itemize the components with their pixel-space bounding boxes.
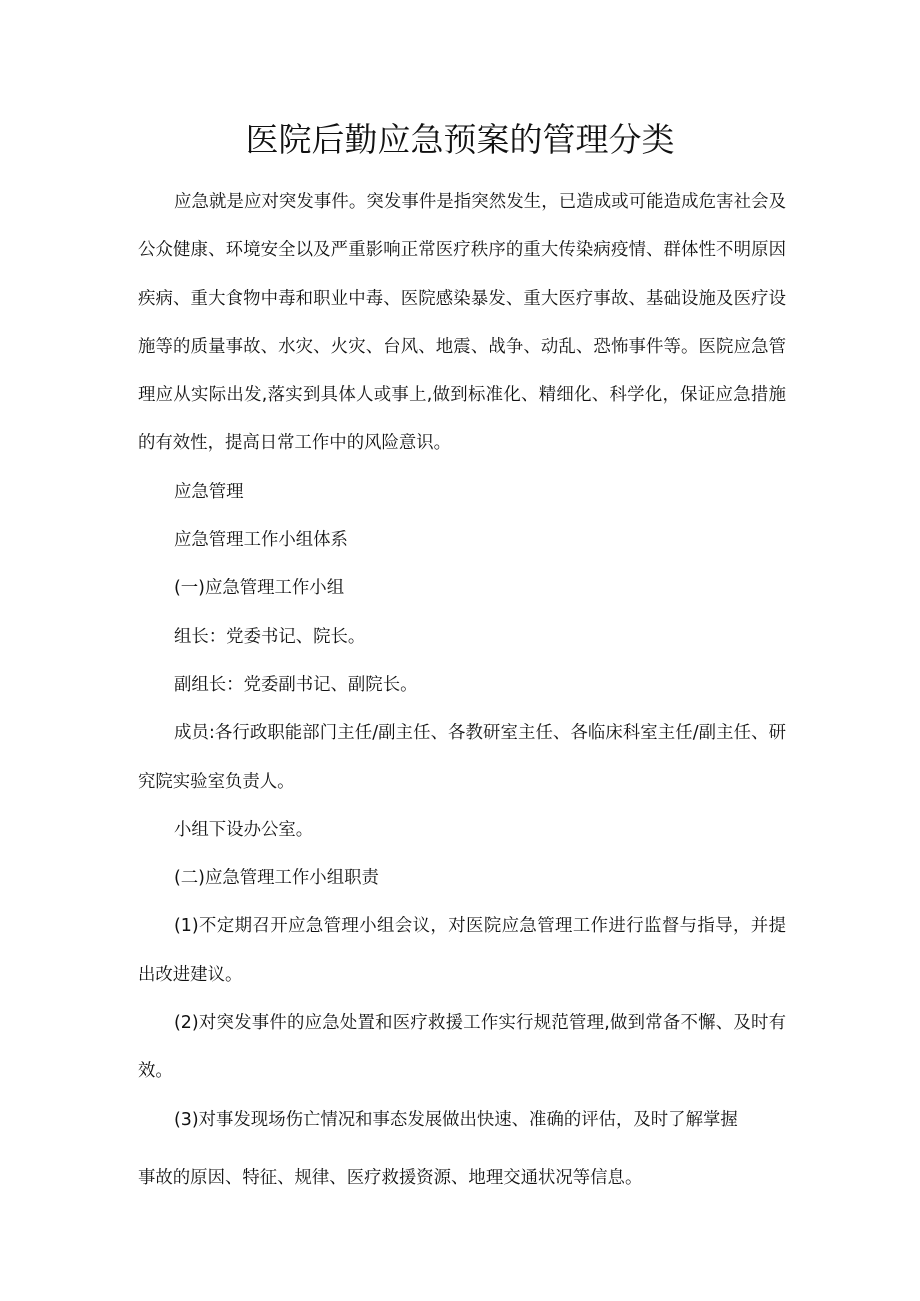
duty-item-1: (1)不定期召开应急管理小组会议，对医院应急管理工作进行监督与指导，并提出改进建议。 xyxy=(138,916,786,985)
team-leader: 组长：党委书记、院长。 xyxy=(174,626,366,647)
document-title: 医院后勤应急预案的管理分类 xyxy=(245,120,675,159)
team-office: 小组下设办公室。 xyxy=(174,819,314,840)
paragraph-intro: 应急就是应对突发事件。突发事件是指突然发生，已造成或可能造成危害社会及公众健康、环境安全以及严重影响正常医疗秩序的重大传染病疫情、群体性不明原因疾病、重大食物中毒和职业中毒、医院感染暴发、重大医疗事故、基础设施及医疗设施等的质量事故、水灾、火灾、台风、地震、战争、动乱、恐怖事件等。医院应急管理应从实际出发,落实到具体人或事上,做到标准化、精细化、科学化，保证应急措施的有效性，提高日常工作中的风险意识。 xyxy=(138,192,786,454)
team-members: 成员:各行政职能部门主任/副主任、各教研室主任、各临床科室主任/副主任、研究院实验室负责人。 xyxy=(138,723,786,792)
heading-team-system: 应急管理工作小组体系 xyxy=(174,530,348,551)
heading-team-duties: (二)应急管理工作小组职责 xyxy=(174,868,379,889)
document-body xyxy=(138,178,786,1202)
heading-team: (一)应急管理工作小组 xyxy=(174,578,345,599)
duty-item-3: (3)对事发现场伤亡情况和事态发展做出快速、准确的评估，及时了解掌握 xyxy=(174,1109,738,1130)
team-deputy-leader: 副组长：党委副书记、副院长。 xyxy=(174,674,418,695)
duty-item-2: (2)对突发事件的应急处置和医疗救援工作实行规范管理,做到常备不懈、及时有效。 xyxy=(138,1013,786,1082)
duty-item-3-continued: 事故的原因、特征、规律、医疗救援资源、地理交通状况等信息。 xyxy=(138,1167,643,1188)
heading-emergency-management: 应急管理 xyxy=(174,481,244,502)
